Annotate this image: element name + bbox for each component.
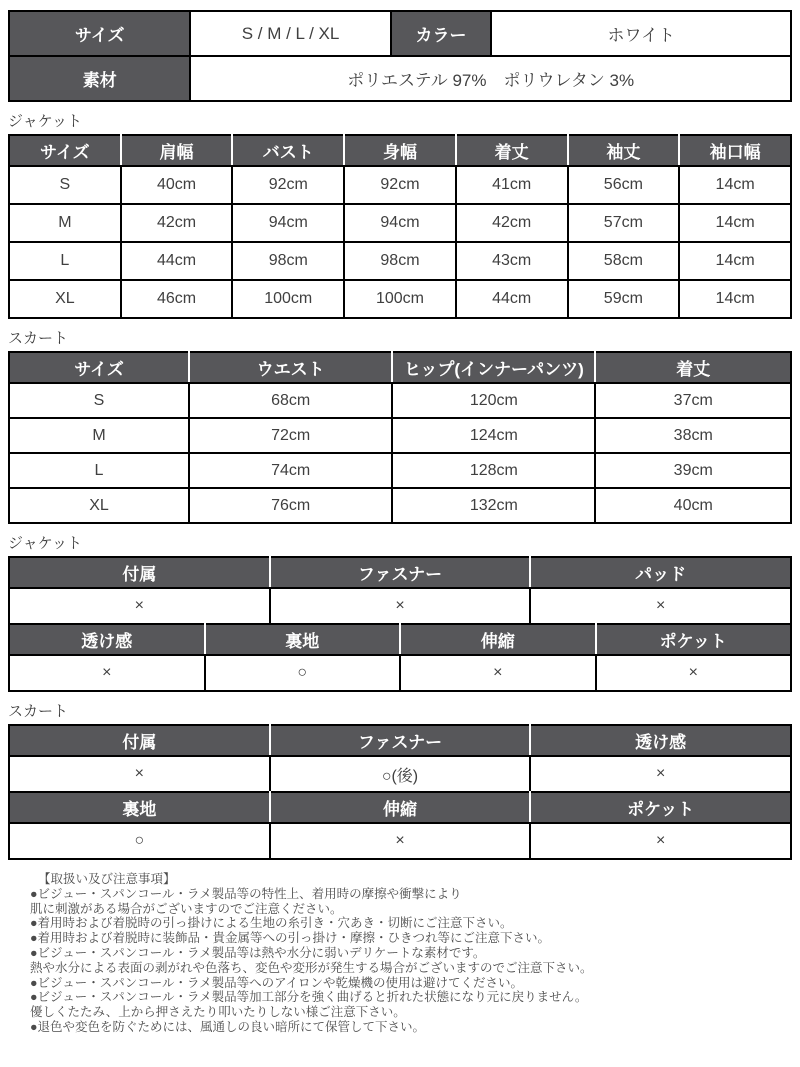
size-cell: 46cm (121, 280, 233, 318)
size-cell: 44cm (456, 280, 568, 318)
size-row (9, 383, 791, 418)
feature-value-cell: × (9, 655, 205, 691)
size-cell: 39cm (595, 453, 791, 488)
size-cell: 68cm (189, 383, 392, 418)
note-line: ●ビジュー・スパンコール・ラメ製品等へのアイロンや乾燥機の使用は避けてください。 (30, 975, 524, 990)
size-cell: 42cm (456, 204, 568, 242)
size-cell: 40cm (595, 488, 791, 523)
feature-value-row (9, 655, 791, 691)
size-cell: L (9, 242, 121, 280)
feature-value-cell: × (400, 655, 596, 691)
note-line: ●退色や変色を防ぐためには、風通しの良い暗所にて保管して下さい。 (30, 1019, 426, 1034)
size-value-cell: S / M / L / XL (190, 11, 390, 56)
column-header: 着丈 (595, 352, 791, 383)
note-line: 熱や水分による表面の剥がれや色落ち、変色や変形が発生する場合がございますのでご注意下さい。 (30, 960, 593, 975)
header-row (9, 135, 791, 166)
color-value-cell: ホワイト (491, 11, 791, 56)
care-notes-title: 【取扱い及び注意事項】 (38, 872, 176, 886)
feature-value-cell: ○ (205, 655, 401, 691)
header-row (9, 352, 791, 383)
feature-value-cell: × (9, 588, 270, 624)
jacket-features-section-label: ジャケット (8, 535, 82, 552)
note-line: 優しくたたみ、上から押さえたり叩いたりしない様ご注意下さい。 (30, 1005, 406, 1020)
column-header: サイズ (9, 352, 189, 383)
size-cell: 38cm (595, 418, 791, 453)
size-cell: 120cm (392, 383, 595, 418)
note-line: ●ビジュー・スパンコール・ラメ製品等は熱や水分に弱いデリケートな素材です。 (30, 945, 486, 960)
size-cell: L (9, 453, 189, 488)
feature-table (8, 623, 792, 692)
feature-header-cell: 付属 (9, 557, 270, 588)
note-line: ●ビジュー・スパンコール・ラメ製品等加工部分を強く曲げると折れた状態になり元に戻りません。 (30, 990, 588, 1005)
feature-header-cell: ファスナー (270, 557, 531, 588)
size-cell: 41cm (456, 166, 568, 204)
size-cell: 14cm (679, 166, 791, 204)
size-cell: 37cm (595, 383, 791, 418)
column-header: 身幅 (344, 135, 456, 166)
jacket-features-table-group (8, 556, 792, 692)
size-cell: 44cm (121, 242, 233, 280)
skirt-size-table (8, 351, 792, 524)
size-row (9, 488, 791, 523)
column-header: サイズ (9, 135, 121, 166)
material-label-cell: 素材 (9, 56, 190, 101)
column-header: ヒップ(インナーパンツ) (392, 352, 595, 383)
size-cell: 58cm (568, 242, 680, 280)
feature-value-cell: ○ (9, 823, 270, 859)
feature-value-cell: × (596, 655, 792, 691)
size-cell: 14cm (679, 204, 791, 242)
size-cell: 100cm (232, 280, 344, 318)
feature-header-cell: ポケット (596, 624, 792, 655)
feature-header-row (9, 792, 791, 823)
size-cell: 94cm (232, 204, 344, 242)
column-header: 着丈 (456, 135, 568, 166)
size-cell: 42cm (121, 204, 233, 242)
size-cell: 40cm (121, 166, 233, 204)
feature-value-cell: × (530, 756, 791, 792)
size-cell: M (9, 204, 121, 242)
size-row (9, 280, 791, 318)
care-notes-lines (30, 887, 782, 1035)
material-value-cell: ポリエステル 97% ポリウレタン 3% (190, 56, 791, 101)
size-cell: 14cm (679, 280, 791, 318)
size-cell: 56cm (568, 166, 680, 204)
skirt-features-section-label: スカート (8, 703, 69, 720)
column-header: バスト (232, 135, 344, 166)
feature-header-cell: 裏地 (9, 792, 270, 823)
feature-value-cell: ○(後) (270, 756, 531, 792)
note-line: ●着用時および着脱時に装飾品・貴金属等への引っ掛け・摩擦・ひきつれ等にご注意下さい。 (30, 931, 551, 946)
size-row (9, 242, 791, 280)
feature-value-row (9, 588, 791, 624)
note-line: 肌に刺激がある場合がございますのでご注意ください。 (30, 901, 343, 916)
size-cell: 57cm (568, 204, 680, 242)
column-header: ウエスト (189, 352, 392, 383)
jacket-size-section-label: ジャケット (8, 113, 82, 130)
size-cell: 94cm (344, 204, 456, 242)
skirt-features-table-group (8, 724, 792, 860)
product-spec-table (8, 10, 792, 102)
feature-table (8, 791, 792, 860)
size-cell: 43cm (456, 242, 568, 280)
size-row (9, 166, 791, 204)
feature-header-row (9, 557, 791, 588)
feature-header-cell: 伸縮 (400, 624, 596, 655)
column-header: 肩幅 (121, 135, 233, 166)
feature-header-cell: 透け感 (530, 725, 791, 756)
feature-value-cell: × (530, 823, 791, 859)
size-cell: 72cm (189, 418, 392, 453)
size-cell: XL (9, 280, 121, 318)
jacket-size-table (8, 134, 792, 319)
feature-header-cell: 裏地 (205, 624, 401, 655)
size-cell: 74cm (189, 453, 392, 488)
feature-value-cell: × (530, 588, 791, 624)
size-cell: 132cm (392, 488, 595, 523)
feature-header-cell: 透け感 (9, 624, 205, 655)
size-cell: 98cm (232, 242, 344, 280)
column-header: 袖口幅 (679, 135, 791, 166)
size-cell: XL (9, 488, 189, 523)
column-header: 袖丈 (568, 135, 680, 166)
feature-value-cell: × (270, 823, 531, 859)
feature-header-row (9, 624, 791, 655)
feature-header-cell: 付属 (9, 725, 270, 756)
feature-header-cell: ファスナー (270, 725, 531, 756)
note-line: ●ビジュー・スパンコール・ラメ製品等の特性上、着用時の摩擦や衝撃により (30, 886, 462, 901)
color-label-cell: カラー (391, 11, 492, 56)
size-row (9, 418, 791, 453)
size-cell: 92cm (232, 166, 344, 204)
feature-header-cell: パッド (530, 557, 791, 588)
skirt-size-section-label: スカート (8, 330, 69, 347)
size-label-cell: サイズ (9, 11, 190, 56)
size-cell: 124cm (392, 418, 595, 453)
care-notes (8, 872, 792, 1035)
size-cell: 14cm (679, 242, 791, 280)
size-cell: 59cm (568, 280, 680, 318)
spec-row-size-color (9, 11, 791, 56)
size-cell: S (9, 166, 121, 204)
feature-value-cell: × (270, 588, 531, 624)
size-row (9, 453, 791, 488)
feature-table (8, 556, 792, 625)
size-cell: M (9, 418, 189, 453)
feature-value-row (9, 823, 791, 859)
size-cell: 76cm (189, 488, 392, 523)
size-cell: S (9, 383, 189, 418)
feature-value-cell: × (9, 756, 270, 792)
size-row (9, 204, 791, 242)
feature-header-cell: 伸縮 (270, 792, 531, 823)
size-cell: 98cm (344, 242, 456, 280)
size-cell: 92cm (344, 166, 456, 204)
note-line: ●着用時および着脱時の引っ掛けによる生地の糸引き・穴あき・切断にご注意下さい。 (30, 916, 513, 931)
feature-value-row (9, 756, 791, 792)
spec-row-material (9, 56, 791, 101)
feature-table (8, 724, 792, 793)
size-cell: 128cm (392, 453, 595, 488)
feature-header-row (9, 725, 791, 756)
feature-header-cell: ポケット (530, 792, 791, 823)
size-cell: 100cm (344, 280, 456, 318)
